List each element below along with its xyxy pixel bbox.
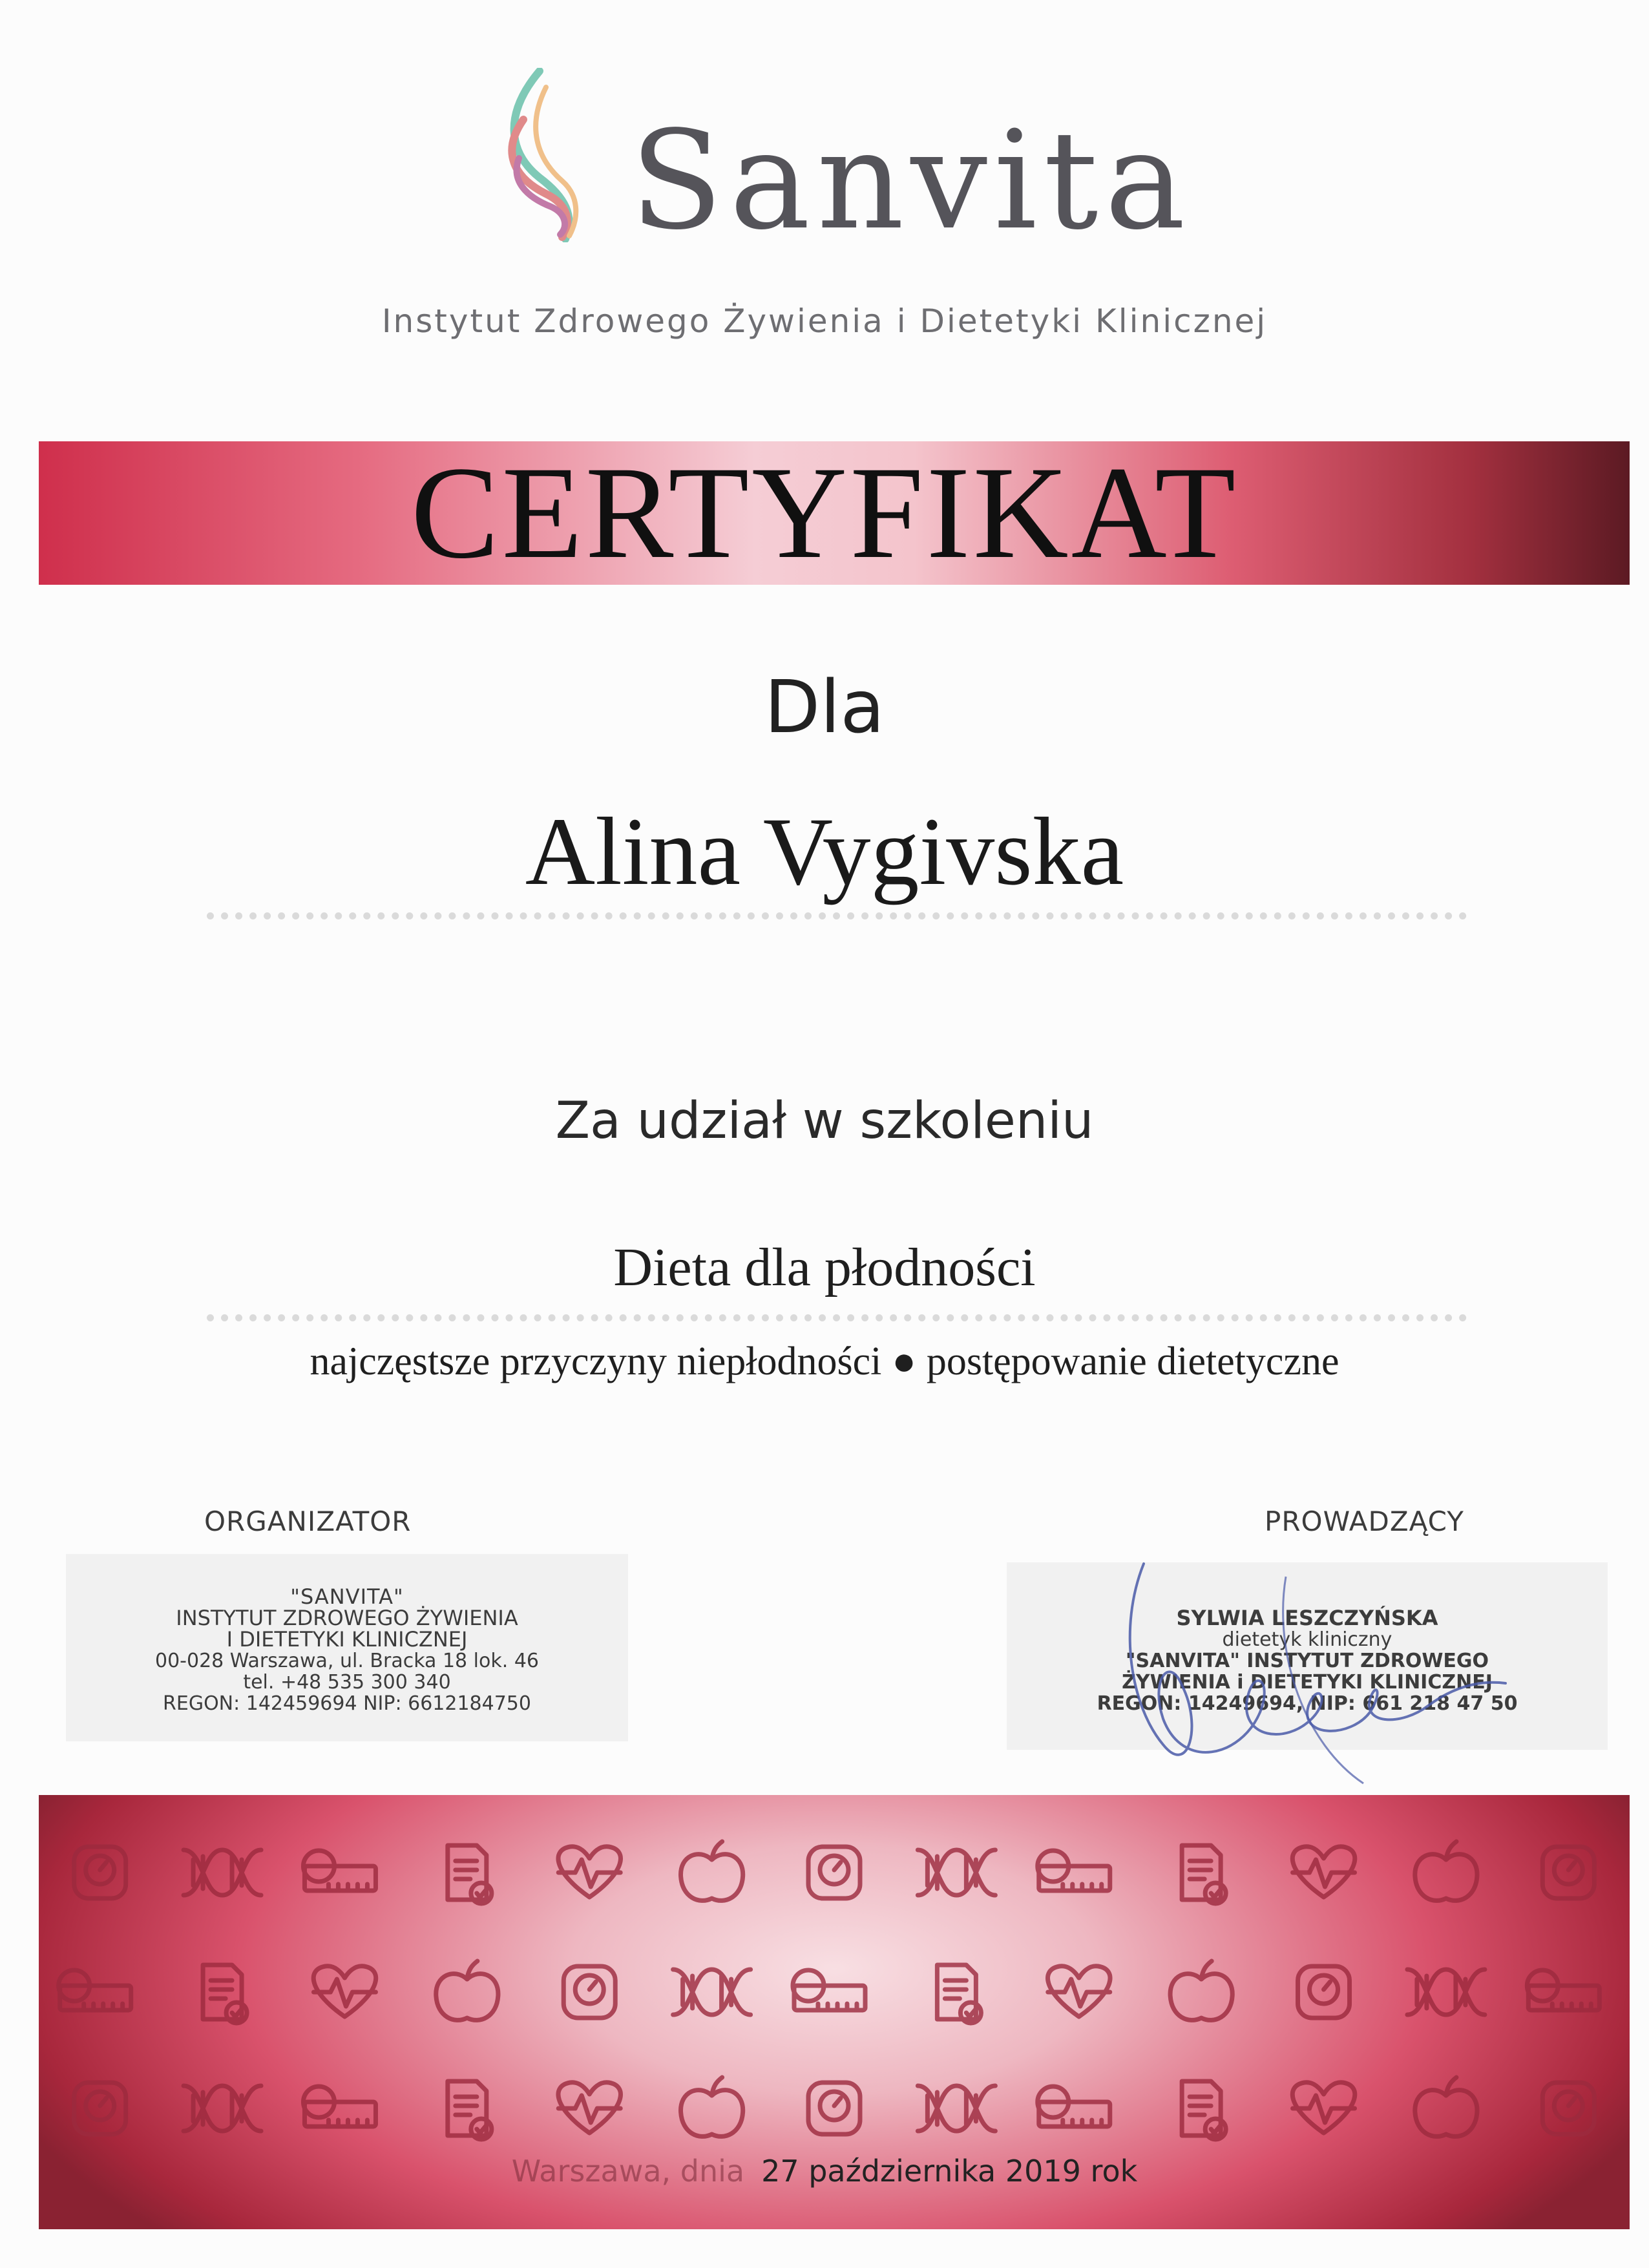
measuring-tape-icon [1038, 1851, 1110, 1891]
course-topics [0, 1334, 1649, 1389]
stamp-line: dietetyk kliniczny [1222, 1628, 1392, 1651]
heart-pulse-icon [1292, 2083, 1354, 2133]
measuring-tape-icon [793, 1970, 865, 2010]
checklist-icon [1182, 2081, 1226, 2139]
organizer-label: ORGANIZATOR [204, 1506, 412, 1537]
issue-date: 27 października 2019 rok [761, 2154, 1138, 2189]
icon-pattern [39, 1795, 1630, 2150]
stamp-line: REGON: 14249694, NIP: 661 218 47 50 [1097, 1692, 1518, 1715]
stamp-line: ŻYWIENIA i DIETETYKI KLINICZNEJ [1122, 1671, 1493, 1694]
apple-icon [1415, 1842, 1477, 1900]
measuring-tape-icon [1038, 2086, 1110, 2126]
dotted-divider [207, 1314, 1467, 1321]
course-topic: postępowanie dietetyczne [926, 1339, 1339, 1383]
dna-icon [1407, 1969, 1485, 2015]
lecturer-stamp [1007, 1562, 1608, 1750]
brand-name: Sanvita [630, 101, 1192, 260]
lecturer-label: PROWADZĄCY [1265, 1506, 1464, 1537]
brand-subtitle: Instytut Zdrowego Żywienia i Dietetyki Klinicznej [381, 302, 1268, 340]
checklist-icon [448, 1845, 492, 1904]
checklist-icon [448, 2081, 492, 2139]
scale-icon [1542, 2083, 1594, 2134]
dna-icon [184, 1850, 261, 1895]
course-topic: najczęstsze przyczyny niepłodności [310, 1339, 882, 1383]
dna-icon [184, 2086, 261, 2131]
stamp-line: "SANVITA" INSTYTUT ZDROWEGO [1125, 1650, 1489, 1672]
heart-pulse-icon [1292, 1847, 1354, 1897]
heart-pulse-icon [1048, 1966, 1110, 2017]
heart-pulse-icon [558, 1847, 620, 1897]
checklist-icon [937, 1965, 981, 2023]
bullet-icon: ● [892, 1339, 916, 1383]
measuring-tape-icon [59, 1970, 131, 2010]
for-label: Dla [764, 666, 885, 750]
place-prefix: Warszawa, dnia [511, 2154, 745, 2189]
measuring-tape-icon [303, 1851, 375, 1891]
scale-icon [1298, 1966, 1350, 2018]
heart-pulse-icon [313, 1966, 375, 2017]
stamp-line: INSTYTUT ZDROWEGO ŻYWIENIA [176, 1606, 518, 1630]
scale-icon [74, 1847, 126, 1898]
participation-text: Za udział w szkoleniu [555, 1092, 1094, 1150]
apple-icon [681, 2077, 743, 2136]
apple-icon [681, 1842, 743, 1900]
apple-icon [1415, 2077, 1477, 2136]
measuring-tape-icon [1527, 1970, 1599, 2010]
apple-icon [1170, 1961, 1232, 2020]
stamp-line: I DIETETYKI KLINICZNEJ [226, 1627, 468, 1652]
organizer-stamp [66, 1554, 628, 1741]
dna-icon [918, 2086, 995, 2131]
stamp-line: REGON: 142459694 NIP: 6612184750 [163, 1692, 531, 1715]
scale-icon [563, 1966, 615, 2018]
recipient-name: Alina Vygivska [525, 798, 1124, 905]
heart-pulse-icon [558, 2083, 620, 2133]
scale-icon [74, 2083, 126, 2134]
stamp-line: 00-028 Warszawa, ul. Bracka 18 lok. 46 [154, 1650, 539, 1672]
scale-icon [1542, 1847, 1594, 1898]
apple-icon [436, 1961, 498, 2020]
course-title: Dieta dla płodności [613, 1237, 1036, 1297]
checklist-icon [1182, 1845, 1226, 1904]
date-line [0, 2152, 1649, 2190]
stamp-line: tel. +48 535 300 340 [243, 1671, 451, 1694]
dna-icon [673, 1969, 751, 2015]
stamp-line: "SANVITA" [290, 1584, 404, 1609]
checklist-icon [203, 1965, 247, 2023]
stamp-line: SYLWIA LESZCZYŃSKA [1176, 1606, 1438, 1630]
measuring-tape-icon [303, 2086, 375, 2126]
certificate-title: CERTYFIKAT [410, 439, 1239, 586]
sanvita-logo-icon [501, 68, 598, 242]
dna-icon [918, 1850, 995, 1895]
scale-icon [808, 1847, 860, 1898]
scale-icon [808, 2083, 860, 2134]
dotted-divider [207, 912, 1467, 919]
